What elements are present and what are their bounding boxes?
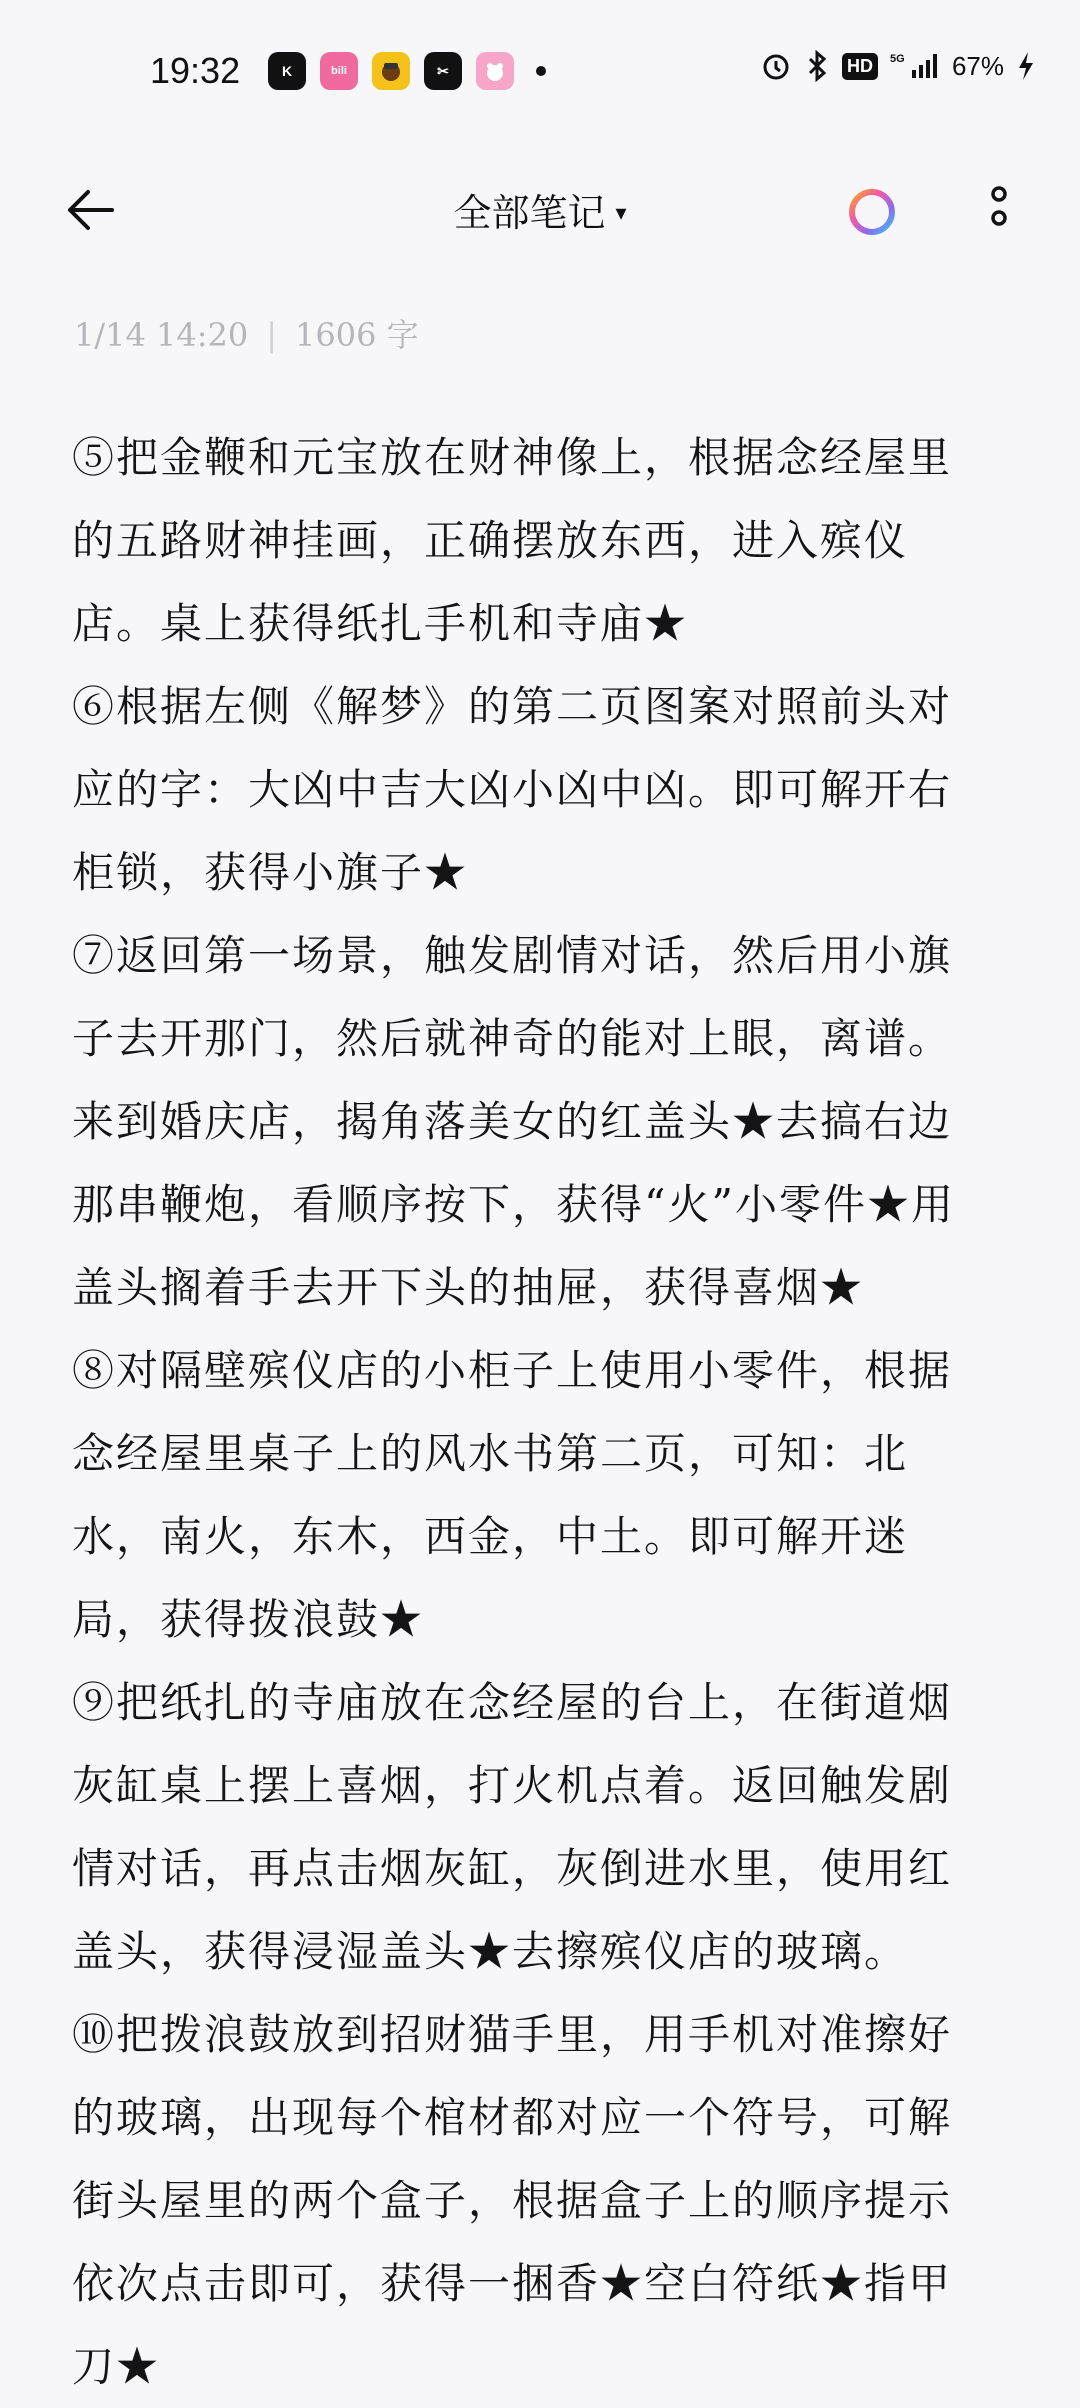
capcut-app-icon: ✂ xyxy=(424,52,462,90)
note-paragraph: ⑤把金鞭和元宝放在财神像上，根据念经屋里的五路财神挂画，正确摆放东西，进入殡仪店。桌上获得纸扎手机和寺庙★ xyxy=(72,433,953,648)
note-meta xyxy=(74,310,419,356)
more-notifications-dot xyxy=(536,66,546,76)
note-paragraph: ⑧对隔壁殡仪店的小柜子上使用小零件，根据念经屋里桌子上的风水书第二页，可知：北水，南火，东木，西金，中土。即可解开迷局，获得拨浪鼓★ xyxy=(72,1346,953,1644)
color-ring-icon xyxy=(846,186,898,238)
meta-separator: | xyxy=(266,316,278,354)
bluetooth-icon xyxy=(804,50,830,82)
charging-icon xyxy=(1016,50,1036,82)
alarm-icon xyxy=(760,50,792,82)
note-paragraph: ⑦返回第一场景，触发剧情对话，然后用小旗子去开那门，然后就神奇的能对上眼，离谱。来到婚庆店，揭角落美女的红盖头★去搞右边那串鞭炮，看顺序按下，获得“火”小零件★用盖头搁着手去开下头的抽屉，获得喜烟★ xyxy=(72,931,955,1312)
dropdown-caret-icon: ▾ xyxy=(615,201,627,226)
bilibili-app-icon: bili xyxy=(320,52,358,90)
note-body[interactable] xyxy=(72,416,972,2408)
note-word-count: 1606 字 xyxy=(295,316,419,354)
app-bar xyxy=(0,160,1080,260)
note-paragraph: ⑩把拨浪鼓放到招财猫手里，用手机对准擦好的玻璃，出现每个棺材都对应一个符号，可解街头屋里的两个盒子，根据盒子上的顺序提示依次点击即可，获得一捆香★空白符纸★指甲刀★ xyxy=(72,2010,953,2391)
battery-percent: 67% xyxy=(951,50,1004,81)
page-title: 全部笔记 xyxy=(453,191,606,235)
note-date: 1/14 14:20 xyxy=(74,316,249,354)
system-status xyxy=(760,50,1036,82)
more-vertical-icon xyxy=(984,182,1014,242)
more-options-button[interactable] xyxy=(984,182,1014,242)
status-time: 19:32 xyxy=(150,50,241,91)
notes-folder-selector[interactable] xyxy=(0,182,1080,237)
note-paragraph: ⑥根据左侧《解梦》的第二页图案对照前头对应的字：大凶中吉大凶小凶中凶。即可解开右柜锁，获得小旗子★ xyxy=(72,682,953,897)
game-app-icon xyxy=(372,52,410,90)
notification-icons xyxy=(268,52,546,90)
hd-icon: HD xyxy=(842,53,878,80)
theme-color-button[interactable] xyxy=(846,186,898,238)
kuaishou-app-icon: K xyxy=(268,52,306,90)
svg-text:5G: 5G xyxy=(889,53,905,65)
pink-app-icon xyxy=(476,52,514,90)
note-paragraph: ⑨把纸扎的寺庙放在念经屋的台上，在街道烟灰缸桌上摆上喜烟，打火机点着。返回触发剧情对话，再点击烟灰缸，灰倒进水里，使用红盖头，获得浸湿盖头★去擦殡仪店的玻璃。 xyxy=(72,1678,953,1976)
status-bar xyxy=(0,0,1080,140)
signal-5g-icon xyxy=(890,50,940,82)
